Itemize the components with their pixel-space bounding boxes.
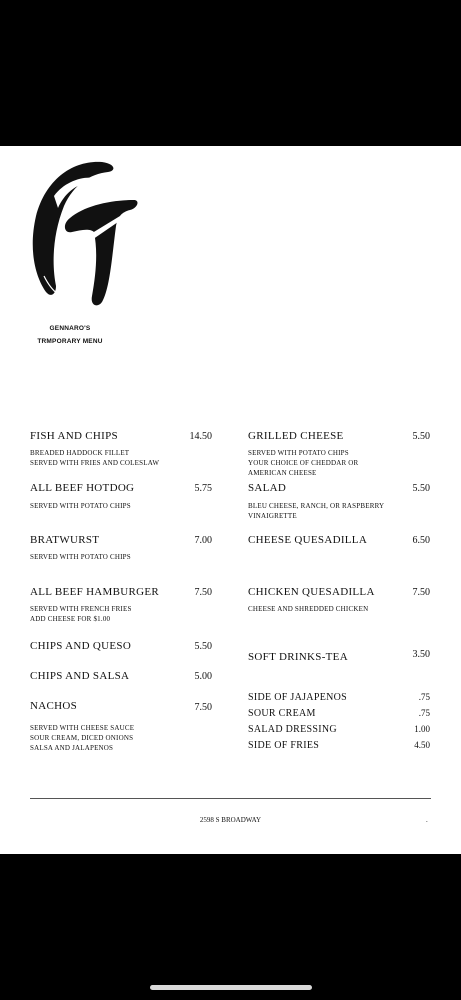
menu-item-name: SALAD: [248, 482, 287, 494]
menu-item-price: 6.50: [412, 535, 430, 546]
menu-item-price: 7.50: [412, 587, 430, 598]
menu-item-desc: BLEU CHEESE, RANCH, OR RASPBERRY: [248, 502, 385, 510]
side-item-price: 4.50: [414, 740, 430, 750]
menu-item-price: 7.50: [194, 587, 212, 598]
menu-item-name: BRATWURST: [30, 534, 100, 546]
menu-item-price: 5.50: [412, 483, 430, 494]
side-item-name: SIDE OF FRIES: [248, 740, 320, 751]
menu-item-name: CHIPS AND QUESO: [30, 640, 132, 652]
side-item-name: SIDE OF JAJAPENOS: [248, 692, 348, 703]
side-item-name: SOUR CREAM: [248, 708, 316, 719]
menu-item-desc: SERVED WITH POTATO CHIPS: [30, 553, 131, 561]
menu-item-name: ALL BEEF HAMBURGER: [30, 586, 160, 598]
menu-item-desc: CHEESE AND SHREDDED CHICKEN: [248, 605, 369, 613]
footer-address: 2598 S BROADWAY: [199, 816, 262, 824]
menu-item-price: 14.50: [189, 431, 212, 442]
menu-item-price: 5.75: [194, 483, 212, 494]
menu-item-desc: YOUR CHOICE OF CHEDDAR OR: [248, 459, 359, 467]
side-item-name: SALAD DRESSING: [248, 724, 337, 735]
footer-divider: [30, 798, 431, 799]
menu-item-desc: SALSA AND JALAPENOS: [30, 744, 114, 752]
menu-item-desc: SERVED WITH POTATO CHIPS: [30, 502, 131, 510]
menu-item-name: GRILLED CHEESE: [248, 430, 344, 442]
side-item-price: .75: [418, 708, 430, 718]
side-item-price: 1.00: [414, 724, 430, 734]
menu-item-name: FISH AND CHIPS: [30, 430, 118, 442]
g-logo: [24, 156, 144, 306]
menu-item-desc: SERVED WITH FRENCH FRIES: [30, 605, 132, 613]
menu-item-name: ALL BEEF HOTDOG: [30, 482, 135, 494]
menu-item-price: 5.50: [412, 431, 430, 442]
menu-item-desc: ADD CHEESE FOR $1.00: [30, 615, 111, 623]
menu-item-price: 5.00: [194, 671, 212, 682]
menu-item-price: 5.50: [194, 641, 212, 652]
menu-item-desc: SERVED WITH FRIES AND COLESLAW: [30, 459, 160, 467]
brand-subtitle: TRMPORARY MENU: [37, 338, 103, 345]
menu-item-name: CHIPS AND SALSA: [30, 670, 130, 682]
menu-item-desc: SERVED WITH POTATO CHIPS: [248, 449, 349, 457]
menu-item-desc: SERVED WITH CHEESE SAUCE: [30, 724, 135, 732]
menu-item-name: NACHOS: [30, 700, 78, 712]
side-item-price: .75: [418, 692, 430, 702]
menu-item-name: CHICKEN QUESADILLA: [248, 586, 375, 598]
menu-item-name: SOFT DRINKS-TEA: [248, 651, 348, 663]
menu-item-price: 3.50: [412, 649, 430, 660]
footer-dot: .: [426, 816, 428, 824]
menu-item-name: CHEESE QUESADILLA: [248, 534, 368, 546]
menu-page: [0, 146, 461, 854]
menu-item-desc: VINAIGRETTE: [248, 512, 297, 520]
menu-item-desc: BREADED HADDOCK FILLET: [30, 449, 130, 457]
brand-title: [30, 322, 110, 348]
menu-item-desc: SOUR CREAM, DICED ONIONS: [30, 734, 134, 742]
menu-item-price: 7.50: [194, 702, 212, 713]
brand-name: GENNARO'S: [49, 325, 91, 332]
menu-item-price: 7.00: [194, 535, 212, 546]
menu-item-desc: AMERICAN CHEESE: [248, 469, 317, 477]
home-indicator[interactable]: [150, 985, 312, 990]
